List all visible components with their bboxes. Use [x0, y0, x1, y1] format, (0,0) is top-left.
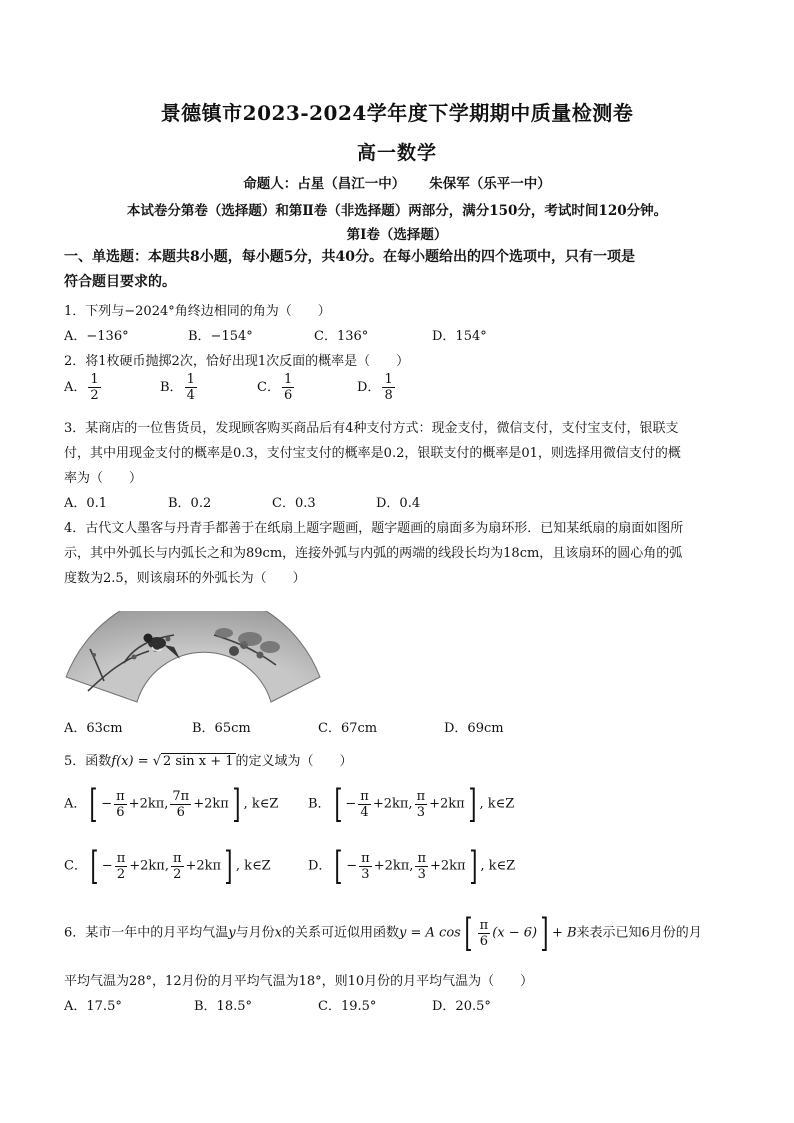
q5-sqrt: 2 sin x + 1 [163, 754, 234, 769]
q4-option-d: D．69cm [444, 721, 504, 736]
q6-option-d: D．20.5° [432, 999, 491, 1014]
q5-option-b: B．[ − $\frac{\pi}{4}$ +2kπ, $\frac{\pi}{3}$ +2kπ] , k∈Z [308, 782, 515, 826]
volume-heading: 第Ⅰ卷（选择题） [346, 227, 448, 243]
q6-line-2: 平均气温为28°，12月份的月平均气温为18°，则10月份的月平均气温为（ ） [64, 974, 534, 989]
exam-instructions: 本试卷分第卷（选择题）和第Ⅱ卷（非选择题）两部分，满分150分，考试时间120分钟。 [126, 203, 668, 219]
q6-stem: 6．某市一年中的月平均气温y与月份x的关系可近似用函数y = A cos[ $\frac{\pi}{6}$ (x − 6)] + B来表示已知6月份的月 [64, 911, 702, 955]
section-line-2: 符合题目要求的。 [64, 274, 176, 290]
section-heading [64, 245, 734, 295]
q1-option-a: A．−136° [64, 329, 129, 344]
q4-line-3: 度数为2.5，则该扇环的外弧长为（ ） [64, 571, 306, 586]
q5-option-c: C．[ − $\frac{\pi}{2}$ +2kπ, $\frac{\pi}{2}$ +2kπ] , k∈Z [64, 844, 271, 888]
q6-option-a: A．17.5° [64, 999, 122, 1014]
q3-line-1: 3．某商店的一位售货员，发现顾客购买商品后有4种支付方式：现金支付，微信支付，支付宝支付，银联支 [64, 421, 679, 436]
q6-option-b: B．18.5° [194, 999, 252, 1014]
author-2: 朱保军（乐平一中） [429, 176, 551, 192]
fan-painting-image [64, 611, 322, 711]
q5-option-a: A．[ − $\frac{\pi}{6}$ +2kπ, $\frac{7\pi}{6}$ +2kπ] , k∈Z [64, 782, 279, 826]
q2-option-c: C． $\frac{1}{6}$ [257, 372, 293, 403]
q1-option-b: B．−154° [188, 329, 253, 344]
exam-authors [0, 172, 794, 192]
q2-frac-b: $\frac{1}{4}$ [186, 372, 195, 403]
q2-frac-c: $\frac{1}{6}$ [283, 372, 293, 403]
q4-option-c: C．67cm [318, 721, 378, 736]
author-1: 命题人：占星（昌江一中） [243, 176, 406, 192]
q1-option-d: D．154° [432, 329, 487, 344]
q1-option-c: C．136° [314, 329, 369, 344]
q5-stem: 5．函数f(x) = √ 2 sin x + 1 的定义域为（ ） [64, 754, 353, 769]
q3-option-c: C．0.3 [272, 496, 316, 511]
q3-line-2: 付，其中用现金支付的概率是0.3，支付宝支付的概率是0.2，银联支付的概率是01，则选择用微信支付的概 [64, 446, 681, 461]
q2-option-b: B． $\frac{1}{4}$ [160, 372, 195, 403]
q2-option-d: D． $\frac{1}{8}$ [357, 372, 393, 403]
q4-line-1: 4．古代文人墨客与丹青手都善于在纸扇上题字题画，题字题画的扇面多为扇环形．已知某纸扇的扇面如图所 [64, 521, 684, 536]
q2-option-a: A． $\frac{1}{2}$ [64, 372, 99, 403]
q6-formula: y = A cos [399, 925, 461, 941]
q4-line-2: 示，其中外弧长与内弧长之和为89cm，连接外弧与内弧的两端的线段长均为18cm，且该扇环的圆心角的弧 [64, 546, 683, 561]
q1-stem: 1．下列与−2024°角终边相同的角为（ ） [64, 304, 331, 319]
q5-function: f(x) = [111, 754, 153, 769]
exam-subtitle: 高一数学 [356, 142, 437, 164]
section-line-1: 一、单选题：本题共8小题，每小题5分，共40分。在每小题给出的四个选项中，只有一项是 [64, 249, 635, 265]
q3-option-d: D．0.4 [376, 496, 421, 511]
q3-line-3: 率为（ ） [64, 471, 143, 486]
q4-option-a: A．63cm [64, 721, 123, 736]
q2-frac-d: $\frac{1}{8}$ [384, 372, 393, 403]
q3-option-a: A．0.1 [64, 496, 108, 511]
q4-option-b: B．65cm [192, 721, 251, 736]
q3-option-b: B．0.2 [168, 496, 212, 511]
q5-option-d: D．[ − $\frac{\pi}{3}$ +2kπ, $\frac{\pi}{3}$ +2kπ] , k∈Z [308, 844, 516, 888]
q2-stem: 2．将1枚硬币抛掷2次，恰好出现1次反面的概率是（ ） [64, 354, 410, 369]
q6-option-c: C．19.5° [318, 999, 377, 1014]
exam-title: 景德镇市2023-2024学年度下学期期中质量检测卷 [160, 101, 634, 125]
q2-frac-a: $\frac{1}{2}$ [90, 372, 99, 403]
